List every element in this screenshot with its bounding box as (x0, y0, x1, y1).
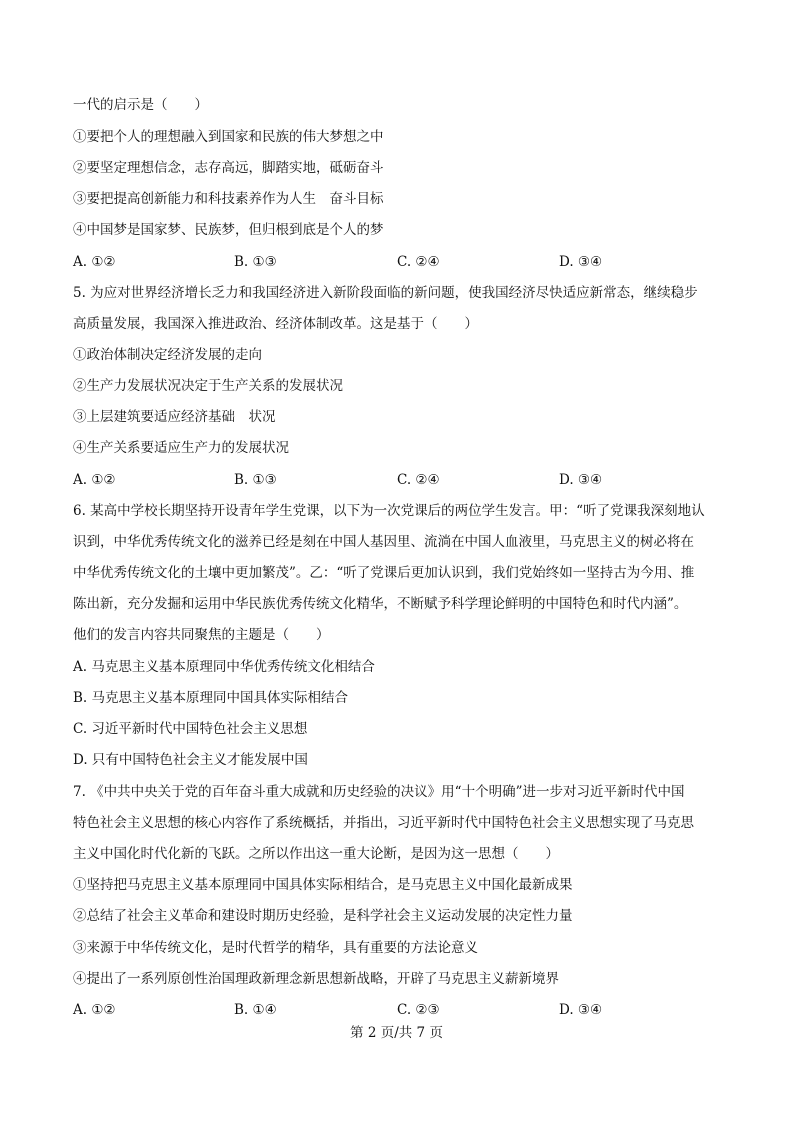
q5-option-c: C. ②④ (397, 472, 440, 488)
q7-statement-4: ④提出了一系列原创性治国理政新理念新思想新战略，开辟了马克思主义薪新境界 (73, 971, 559, 987)
q5-option-b: B. ①③ (234, 472, 277, 488)
q5-statement-2: ②生产力发展状况决定于生产关系的发展状况 (73, 378, 343, 394)
q5-stem-line-2: 高质量发展，我国深入推进政治、经济体制改革。这是基于（ ） (73, 316, 478, 332)
page-number-footer: 第 2 页/共 7 页 (350, 1025, 443, 1041)
q4-statement-4: ④中国梦是国家梦、民族梦，但归根到底是个人的梦 (73, 222, 384, 238)
q7-statement-1: ①坚持把马克思主义基本原理同中国具体实际相结合，是马克思主义中国化最新成果 (73, 877, 573, 893)
q4-statement-1: ①要把个人的理想融入到国家和民族的伟大梦想之中 (73, 129, 384, 145)
q6-stem-line-3: 中华优秀传统文化的土壤中更加繁茂”。乙：“听了党课后更加认识到，我们党始终如一坚持古为今用、推 (73, 565, 695, 581)
q4-option-c: C. ②④ (397, 254, 440, 270)
q5-statement-3: ③上层建筑要适应经济基础 状况 (73, 409, 276, 425)
q7-stem-line-1: 7. 《中共中央关于党的百年奋斗重大成就和历史经验的决议》用“十个明确”进一步对习近平新时代中国 (73, 784, 685, 800)
q7-option-c: C. ②③ (397, 1002, 440, 1018)
q7-stem-line-2: 特色社会主义思想的核心内容作了系统概括，并指出，习近平新时代中国特色社会主义思想实现了马克思 (73, 815, 694, 831)
q6-option-c: C. 习近平新时代中国特色社会主义思想 (73, 721, 308, 737)
q5-statement-1: ①政治体制决定经济发展的走向 (73, 347, 262, 363)
q4-option-a: A. ①② (73, 254, 116, 270)
q6-option-d: D. 只有中国特色社会主义才能发展中国 (73, 752, 308, 768)
q4-option-b: B. ①③ (234, 254, 277, 270)
q7-options (73, 1001, 613, 1019)
q5-option-a: A. ①② (73, 472, 116, 488)
q5-statement-4: ④生产关系要适应生产力的发展状况 (73, 440, 289, 456)
q6-stem-line-2: 识到，中华优秀传统文化的滋养已经是刻在中国人基因里、流淌在中国人血液里，马克思主义的树必将在 (73, 534, 694, 550)
q6-option-a: A. 马克思主义基本原理同中华优秀传统文化相结合 (73, 659, 375, 675)
q6-option-b: B. 马克思主义基本原理同中国具体实际相结合 (73, 690, 349, 706)
q4-statement-2: ②要坚定理想信念，志存高远，脚踏实地，砥砺奋斗 (73, 160, 384, 176)
q6-stem-line-5: 他们的发言内容共同聚焦的主题是（ ） (73, 627, 330, 643)
q4-options (73, 253, 613, 271)
q7-option-a: A. ①② (73, 1002, 116, 1018)
q7-option-d: D. ③④ (559, 1002, 603, 1018)
q7-statement-2: ②总结了社会主义革命和建设时期历史经验，是科学社会主义运动发展的决定性力量 (73, 908, 573, 924)
q5-options (73, 471, 613, 489)
question-4-stem-end: 一代的启示是（ ） (73, 97, 208, 113)
q7-option-b: B. ①④ (234, 1002, 277, 1018)
q4-option-d: D. ③④ (559, 254, 603, 270)
q6-stem-line-1: 6. 某高中学校长期坚持开设青年学生党课，以下为一次党课后的两位学生发言。甲：“听了党课我深刻地认 (73, 503, 705, 519)
q4-statement-3: ③要把提高创新能力和科技素养作为人生 奋斗目标 (73, 191, 384, 207)
q7-stem-line-3: 主义中国化时代化新的飞跃。之所以作出这一重大论断，是因为这一思想（ ） (73, 846, 559, 862)
q7-statement-3: ③来源于中华传统文化，是时代哲学的精华，具有重要的方法论意义 (73, 940, 478, 956)
q5-stem-line-1: 5. 为应对世界经济增长乏力和我国经济进入新阶段面临的新问题，使我国经济尽快适应新常态，继续稳步 (73, 285, 698, 301)
q5-option-d: D. ③④ (559, 472, 603, 488)
q6-stem-line-4: 陈出新，充分发掘和运用中华民族优秀传统文化精华，不断赋予科学理论鲜明的中国特色和时代内涵”。 (73, 596, 688, 612)
